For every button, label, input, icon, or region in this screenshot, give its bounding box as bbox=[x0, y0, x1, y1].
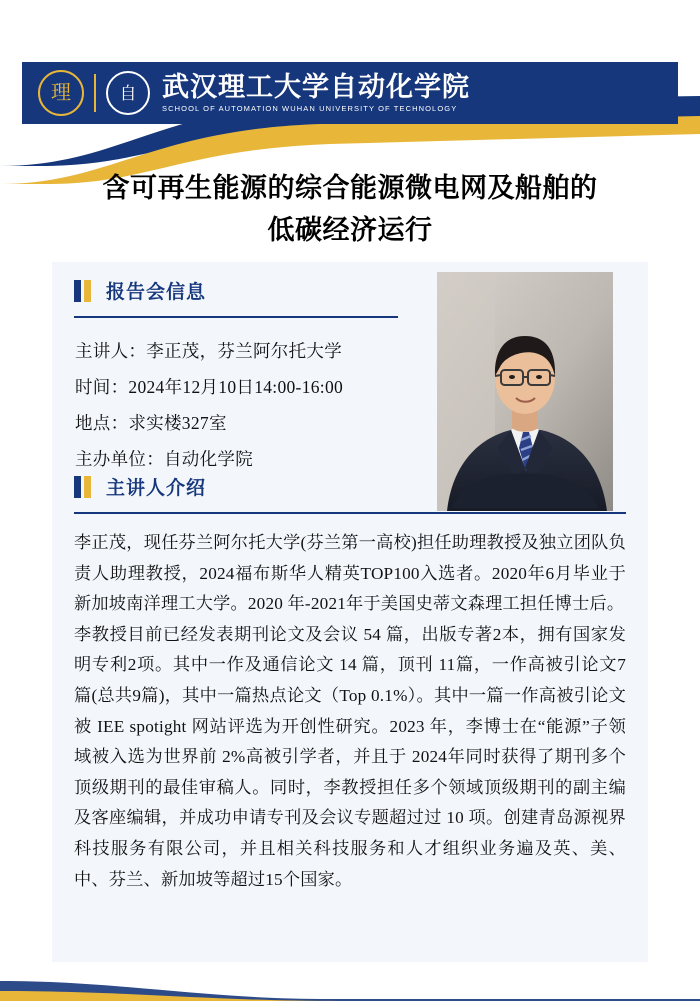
section-rule-speaker bbox=[74, 512, 626, 514]
speaker-portrait bbox=[437, 272, 613, 511]
info-row-organizer: 主办单位：自动化学院 bbox=[75, 448, 253, 469]
school-seal-icon: 自 bbox=[106, 71, 150, 115]
section-bars-icon bbox=[74, 280, 94, 302]
wut-seal-icon: 理 bbox=[38, 70, 84, 116]
section-bars-icon-2 bbox=[74, 476, 94, 498]
info-row-speaker: 主讲人：李正茂，芬兰阿尔托大学 bbox=[75, 341, 342, 361]
bio-paragraph-2: 李教授目前已经发表期刊论文及会议 54 篇，出版专著2本，拥有国家发明专利2项。其中一作及通信论文 14 篇，顶刊 11篇，一作高被引论文7篇(总共9篇)，其中一篇热点论文（Top 0.1%）。其中一篇一作高被引论文被 IEE spotight 网站评选为开创性研究。2023 年，李博士在“能源”子领域被入选为世界前 2%高被引学者，并且于 2024年同时获得了期刊多个顶级期刊的最佳审稿人。同时，李教授担任多个领域顶级期刊的副主编及客座编辑，并成功申请专刊及会议专题超过过 10 项。创建青岛源视界科技服务有限公司，并且相关科技服务和人才组织业务遍及英、美、中、芬兰、新加坡等超过15个国家。 bbox=[74, 624, 626, 889]
header-org-en: SCHOOL OF AUTOMATION WUHAN UNIVERSITY OF TECHNOLOGY bbox=[162, 104, 458, 114]
title-line-2: 低碳经济运行 bbox=[267, 214, 433, 245]
bio-paragraph-1: 李正茂，现任芬兰阿尔托大学(芬兰第一高校)担任助理教授及独立团队负责人助理教授，2024福布斯华人精英TOP100入选者。2020年6月毕业于新加坡南洋理工大学。2020 年-2021年于美国史蒂文森理工担任博士后。 bbox=[74, 533, 626, 614]
section-title-speaker: 主讲人介绍 bbox=[106, 478, 207, 499]
speaker-bio bbox=[74, 528, 626, 895]
section-title-info: 报告会信息 bbox=[106, 282, 207, 303]
info-row-location: 地点：求实楼327室 bbox=[75, 412, 227, 433]
info-row-time: 时间：2024年12月10日14:00-16:00 bbox=[75, 376, 344, 397]
title-line-1: 含可再生能源的综合能源微电网及船舶的 bbox=[102, 173, 598, 203]
section-heading-info bbox=[74, 277, 206, 304]
header-band bbox=[22, 62, 678, 124]
header-org-cn: 武汉理工大学自动化学院 bbox=[162, 71, 470, 102]
section-heading-speaker bbox=[74, 473, 206, 500]
info-list bbox=[75, 334, 405, 478]
header-divider bbox=[94, 74, 96, 112]
section-rule-info bbox=[74, 316, 398, 318]
poster-title bbox=[60, 168, 640, 252]
